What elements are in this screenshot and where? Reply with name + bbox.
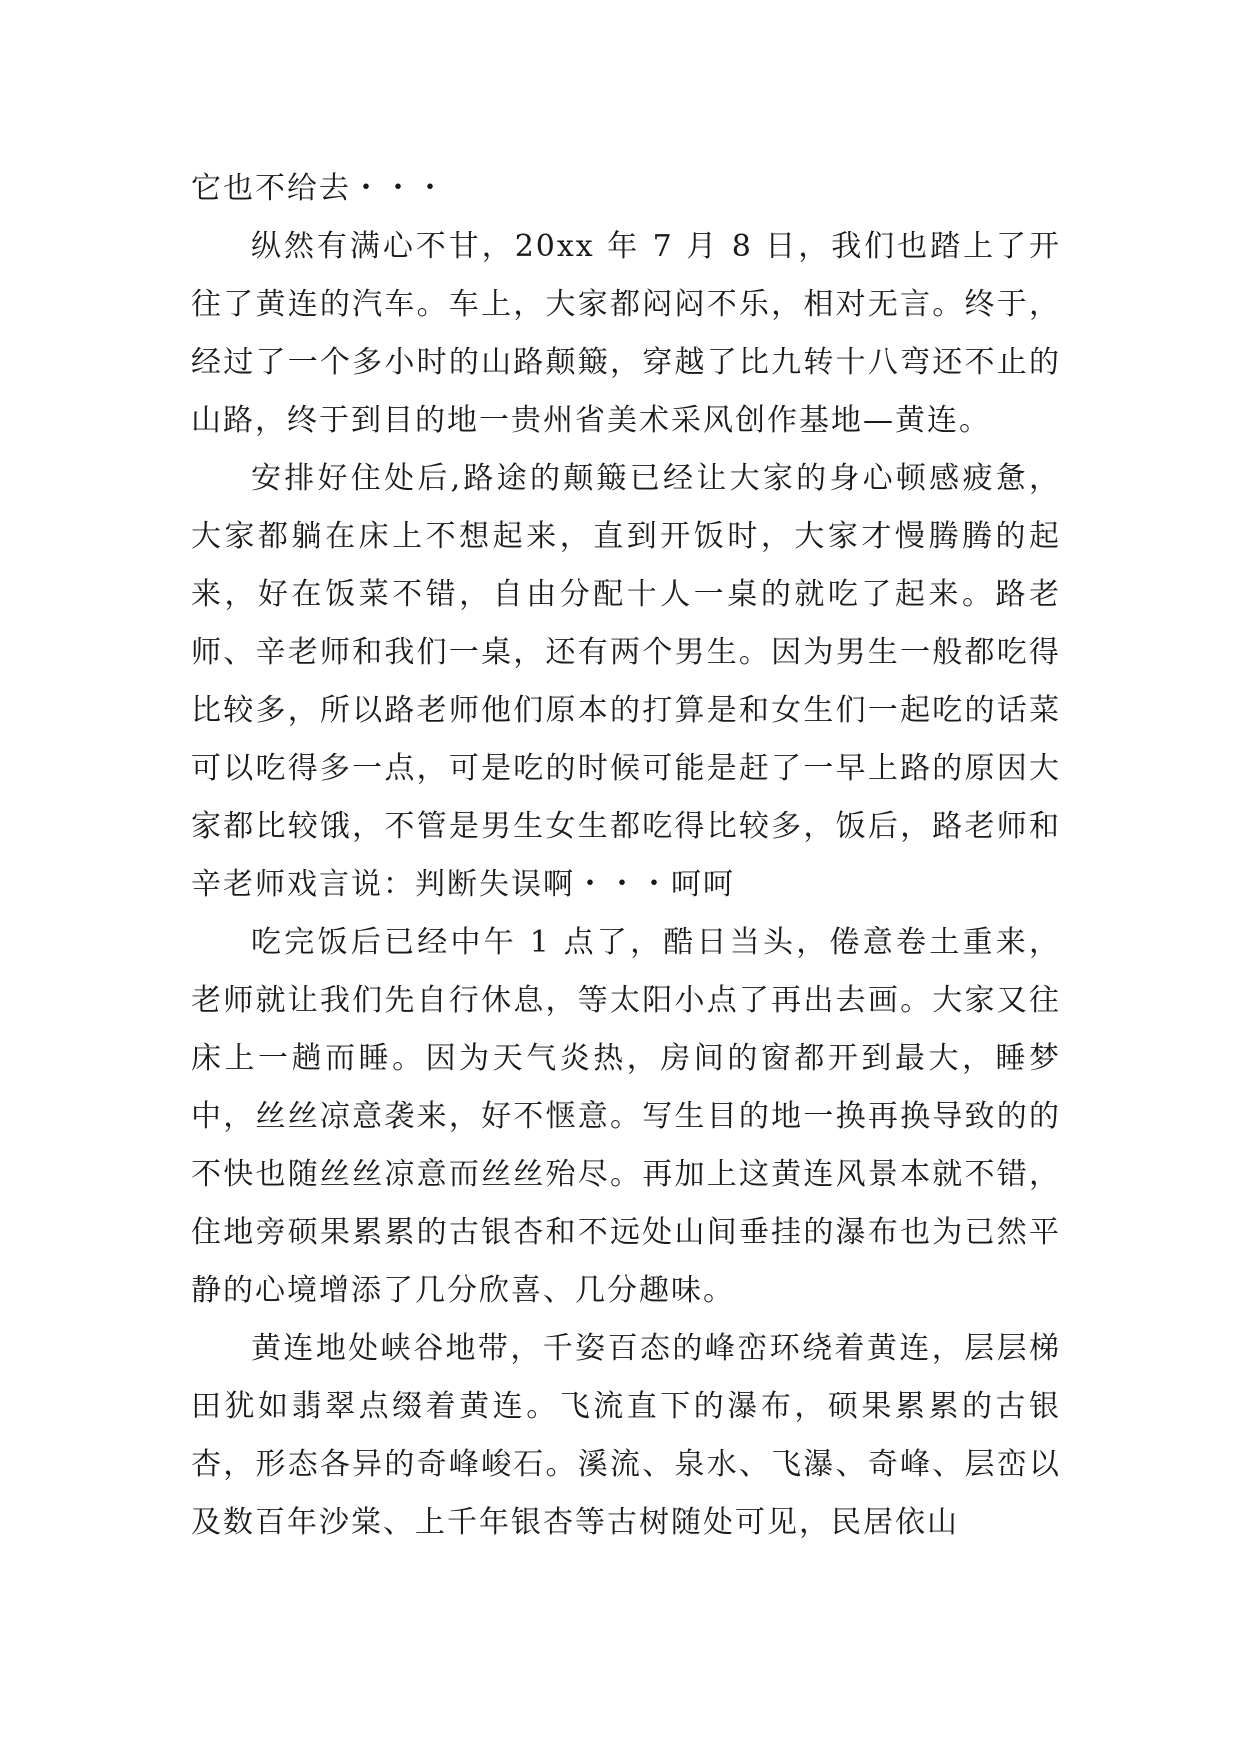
paragraph-scenery: 黄连地处峡谷地带，千姿百态的峰峦环绕着黄连，层层梯田犹如翡翠点缀着黄连。飞流直下的瀑布，硕果累累的古银杏，形态各异的奇峰峻石。溪流、泉水、飞瀑、奇峰、层峦以及数百年沙棠、上千年银杏等古树随处可见，民居依山 <box>191 1331 1061 1540</box>
document-body <box>191 160 1061 1552</box>
paragraph-journey: 纵然有满心不甘，20xx 年 7 月 8 日，我们也踏上了开往了黄连的汽车。车上，大家都闷闷不乐，相对无言。终于，经过了一个多小时的山路颠簸，穿越了比九转十八弯还不止的山路，终于到目的地一贵州省美术采风创作基地—黄连。 <box>191 229 1061 438</box>
paragraph-rest: 吃完饭后已经中午 1 点了，酷日当头，倦意卷土重来，老师就让我们先自行休息，等太阳小点了再出去画。大家又往床上一趟而睡。因为天气炎热，房间的窗都开到最大，睡梦中，丝丝凉意袭来，好不惬意。写生目的地一换再换导致的的不快也随丝丝凉意而丝丝殆尽。再加上这黄连风景本就不错，住地旁硕果累累的古银杏和不远处山间垂挂的瀑布也为已然平静的心境增添了几分欣喜、几分趣味。 <box>191 925 1061 1308</box>
paragraph-lunch: 安排好住处后,路途的颠簸已经让大家的身心顿感疲惫，大家都躺在床上不想起来，直到开饭时，大家才慢腾腾的起来，好在饭菜不错，自由分配十人一桌的就吃了起来。路老师、辛老师和我们一桌，还有两个男生。因为男生一般都吃得比较多，所以路老师他们原本的打算是和女生们一起吃的话菜可以吃得多一点，可是吃的时候可能是赶了一早上路的原因大家都比较饿，不管是男生女生都吃得比较多，饭后，路老师和辛老师戏言说：判断失误啊・・・呵呵 <box>191 461 1061 902</box>
paragraph-continuation: 它也不给去・・・ <box>191 171 447 206</box>
